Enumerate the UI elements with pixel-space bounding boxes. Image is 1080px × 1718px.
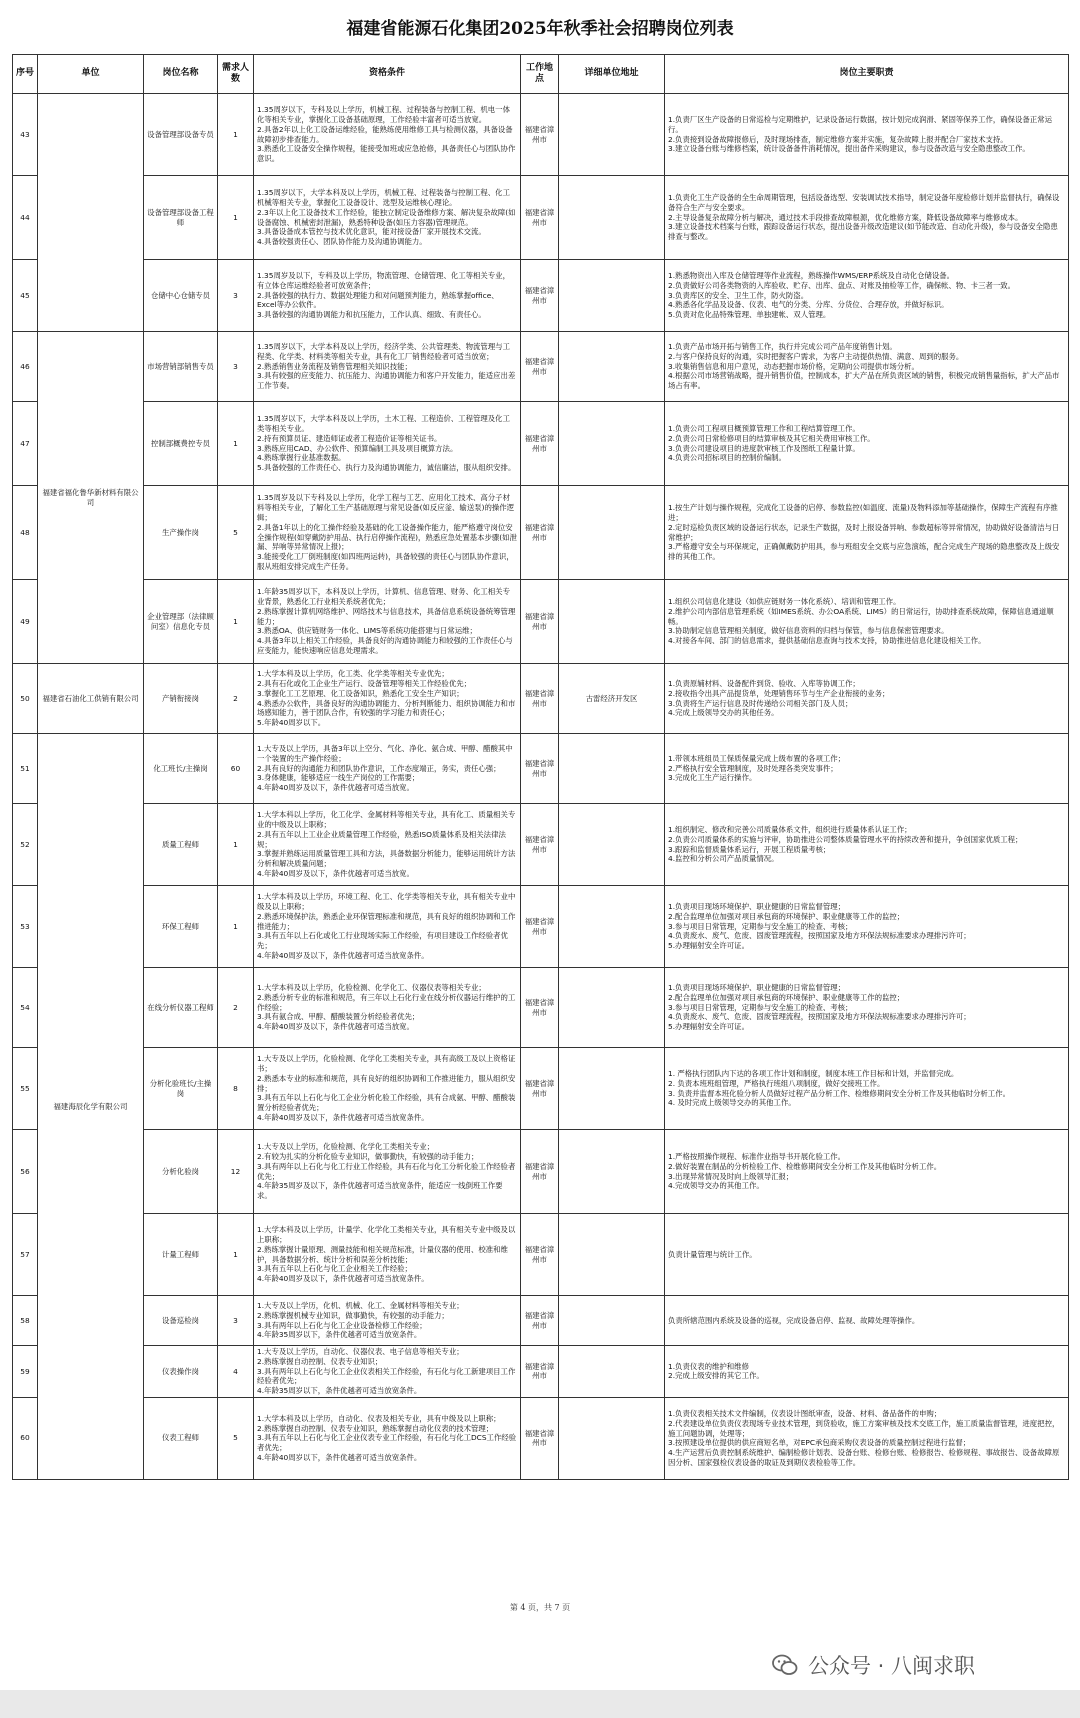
row-number: 58 — [13, 1296, 38, 1346]
duty-cell — [665, 486, 1069, 580]
table-row — [13, 1397, 1069, 1479]
table-row — [13, 94, 1069, 176]
duty-item: 3. 负责并监督本班化验分析人员做好过程产品分析工作、检维修期间安全分析工作及其他临时分析工作。 — [668, 1088, 1010, 1098]
qualification-item: 3.身体健康，能够适应一线生产岗位的工作需要； — [257, 773, 420, 783]
row-number: 43 — [13, 94, 38, 176]
qualification-item: 3.具有两年以上石化与化工行业工作经验，具有石化与化工分析化验工作经验者优先； — [257, 1161, 516, 1181]
table-row — [13, 968, 1069, 1048]
qualification-item: 1.大专及以上学历，自动化、仪器仪表、电子信息等相关专业； — [257, 1347, 464, 1356]
qualification-item: 1.大学本科及以上学历，化工类、化学类等相关专业优先； — [257, 669, 449, 679]
headcount: 1 — [218, 1214, 254, 1296]
duty-item: 1.负责项目现场环境保护、职业健康的日常监督管理； — [668, 983, 846, 993]
qualification-cell — [254, 260, 521, 332]
qualification-item: 2.熟悉本专业的标准和规范，具有良好的组织协调和工作推进能力，服从组织安排； — [257, 1073, 516, 1093]
duty-item: 4.熟悉各化学品及设备、仪表、电气的分类、分库、分货位、合理存放，并做好标识。 — [668, 300, 949, 310]
duty-item: 1.带领本班组员工保质保量完成上级布置的各项工作； — [668, 753, 846, 763]
qualification-item: 4.年龄35周岁以下，条件优越者可适当放宽条件。 — [257, 1330, 422, 1340]
qualification-item: 2.持有预算员证、建造师证或者工程造价证等相关证书。 — [257, 433, 442, 443]
unit-address — [559, 94, 665, 176]
duty-item: 2.配合监理单位加强对项目承包商的环境保护、职业健康等工作的监控； — [668, 992, 905, 1002]
work-location: 福建省漳州市 — [521, 1397, 559, 1479]
row-number: 45 — [13, 260, 38, 332]
qualification-item: 4.年龄40周岁以下，条件优越者可适当放宽条件。 — [257, 1452, 422, 1462]
table-row — [13, 734, 1069, 804]
duty-cell — [665, 260, 1069, 332]
post-name: 仪表操作岗 — [144, 1346, 218, 1398]
table-row — [13, 664, 1069, 734]
qualification-item: 1.大学本科及以上学历，化验检测、化学化工、仪器仪表等相关专业； — [257, 983, 486, 993]
row-number: 51 — [13, 734, 38, 804]
unit-cell: 福建省福化鲁华新材料有限公司 — [38, 332, 144, 664]
duty-item: 3.出现异常情况及时向上级领导汇报； — [668, 1171, 794, 1181]
qualification-item: 3.掌握化工工艺原理、化工设备知识，熟悉化工安全生产知识； — [257, 688, 464, 698]
unit-cell — [38, 94, 144, 332]
headcount: 3 — [218, 260, 254, 332]
qualification-item: 2.具备2年以上化工设备运维经验，能熟练使用维修工具与检测仪器，具备设备故障初步排查能力。 — [257, 124, 513, 144]
duty-cell — [665, 1296, 1069, 1346]
duty-item: 1.负责公司工程项目概预算管理工作和工程结算管理工作。 — [668, 423, 860, 433]
work-location: 福建省漳州市 — [521, 486, 559, 580]
qualification-item: 1.大专及以上学历，化机、机械、化工、金属材料等相关专业； — [257, 1300, 464, 1310]
duty-item: 2.完成上级安排的其它工作。 — [668, 1371, 764, 1381]
duty-item: 3.严格遵守安全与环保规定，正确佩戴防护用具，参与班组安全交底与应急演练，配合完成生产现场的隐患整改及上级安排的其他工作。 — [668, 542, 1060, 562]
post-name: 设备管理部设备专员 — [144, 94, 218, 176]
table-row — [13, 402, 1069, 486]
duty-cell — [665, 886, 1069, 968]
duty-item: 4.对接各车间、部门的信息需求，提供基础信息查询与技术支持，协助推进信息化建设相关工作。 — [668, 636, 986, 646]
duty-item: 1.负责厂区生产设备的日常巡检与定期维护，记录设备运行数据，按计划完成润滑、紧固等保养工作，确保设备正常运行。 — [668, 114, 1052, 134]
table-row — [13, 1296, 1069, 1346]
page-title: 福建省能源石化集团2025年秋季社会招聘岗位列表 — [346, 19, 734, 39]
qualification-item: 4.年龄35周岁及以下，条件优越者可适当放宽条件，能适应一线倒班工作要求。 — [257, 1181, 503, 1201]
qualification-item: 2.具备1年以上的化工操作经验及基础的化工设备操作能力，能严格遵守岗位安全操作规程(如穿戴防护用品、执行启停操作流程)，熟悉应急处置基本步骤(如泄漏、异响等异常情况上报)； — [257, 522, 517, 552]
qualification-item: 3.具有五年以上石化与化工企业仪表专业工作经验，有石化与化工DCS工作经验者优先； — [257, 1433, 517, 1453]
work-location: 福建省漳州市 — [521, 260, 559, 332]
duty-item: 4.负责公司招标项目的控制价编制。 — [668, 453, 786, 463]
work-location: 福建省漳州市 — [521, 1130, 559, 1214]
qualification-item: 3.具有较强的应变能力、抗压能力、沟通协调能力和客户开发能力，能适应出差工作节奏。 — [257, 371, 516, 391]
qualification-item: 3.熟悉化工设备安全操作规程，能接受加班或应急抢修，具备责任心与团队协作意识。 — [257, 144, 516, 164]
duty-item: 5.负责对危化品特殊管理、单独建帐、双人管理。 — [668, 310, 831, 320]
table-row — [13, 1130, 1069, 1214]
duty-item: 3.收集销售信息和用户意见，动态把握市场价格，定期向公司提供市场分析。 — [668, 361, 919, 371]
row-number: 44 — [13, 176, 38, 260]
duty-item: 2.负责公司质量体系的实施与评审，协助推进公司整体质量管理水平的持续改善和提升，争创国家优质工程； — [668, 834, 1023, 844]
duty-cell — [665, 1048, 1069, 1130]
qualification-item: 3.熟悉OA、供应链财务一体化、LIMS等系统功能搭建与日常运维； — [257, 626, 477, 636]
header-cell: 岗位主要职责 — [665, 55, 1069, 94]
qualification-item: 5.年龄40周岁以下。 — [257, 718, 326, 728]
qualification-cell — [254, 734, 521, 804]
duty-item: 4.完成领导交办的其他工作。 — [668, 1181, 764, 1191]
post-name: 仪表工程师 — [144, 1397, 218, 1479]
qualification-item: 1.35周岁以下，大学本科及以上学历，土木工程、工程造价、工程管理及化工类等相关专业。 — [257, 414, 510, 433]
work-location: 福建省漳州市 — [521, 1296, 559, 1346]
qualification-item: 3.具备设备成本管控与技术优化意识，能对接设备厂家开展技术交流。 — [257, 227, 486, 237]
work-location: 福建省漳州市 — [521, 968, 559, 1048]
unit-address — [559, 486, 665, 580]
table-row — [13, 1346, 1069, 1398]
duty-cell — [665, 580, 1069, 664]
duty-item: 3.负责库区的安全、卫生工作，防火防盗。 — [668, 290, 809, 300]
duty-item: 1.熟悉物资出入库及仓储管理等作业流程，熟练操作WMS/ERP系统及自动化仓储设备。 — [668, 271, 955, 281]
duty-item: 2.主导设备复杂故障分析与解决，通过技术手段排查故障根源，优化维修方案，降低设备故障率与维修成本。 — [668, 212, 1023, 222]
duty-item: 2.定时巡检负责区域的设备运行状态，记录生产数据，及时上报设备异响、参数超标等异常情况，协助做好设备清洁与日常维护； — [668, 522, 1060, 542]
qualification-item: 4.年龄40周岁及以下，条件优越者可适当放宽。 — [257, 868, 414, 878]
duty-cell — [665, 734, 1069, 804]
qualification-item: 3.能接受化工厂倒班制度(如四班两运转)，具备较强的责任心与团队协作意识，服从班组安排完成生产任务。 — [257, 552, 514, 571]
headcount: 2 — [218, 664, 254, 734]
qualification-cell — [254, 580, 521, 664]
qualification-cell — [254, 402, 521, 486]
duty-item: 2.接收指令出具产品提货单，处理销售环节与生产企业衔接的业务； — [668, 688, 890, 698]
qualification-item: 4.年龄40周岁及以下，条件优越者可适当放宽条件。 — [257, 1274, 429, 1284]
qualification-item: 1.大专及以上学历，化验检测、化学化工类相关专业，具有高级工及以上资格证书； — [257, 1054, 516, 1074]
unit-address — [559, 1346, 665, 1398]
post-name: 企业管理部（法律顾问室）信息化专员 — [144, 580, 218, 664]
duty-item: 负责计量管理与统计工作。 — [668, 1249, 757, 1259]
duty-item: 1.负责化工生产设备的全生命周期管理，包括设备选型、安装调试技术指导，制定设备年度检修计划并监督执行，确保设备符合生产与安全要求。 — [668, 193, 1060, 212]
qualification-cell — [254, 664, 521, 734]
duty-item: 2.负责做好公司各类物资的入库验收、贮存、出库、盘点、对账及抽检等工作，确保帐、物、卡三者一致。 — [668, 280, 1016, 290]
work-location: 福建省漳州市 — [521, 664, 559, 734]
bottom-bar — [0, 1690, 1080, 1718]
post-name: 计量工程师 — [144, 1214, 218, 1296]
row-number: 60 — [13, 1397, 38, 1479]
duty-cell — [665, 1397, 1069, 1479]
work-location: 福建省漳州市 — [521, 734, 559, 804]
unit-address — [559, 968, 665, 1048]
post-name: 分析化验班长/主操岗 — [144, 1048, 218, 1130]
qualification-item: 2.具备较强的执行力、数据处理能力和对问题预判能力，熟练掌握office、Excel等办公软件。 — [257, 290, 499, 310]
duty-item: 4.生产运营后负责控制系统维护、编制检修计划表、设备台账、检修台账、检修报告、检修规程、事故报告、设备故障原因分析、国家强检仪表设备的取证及到期仪表检验等工作。 — [668, 1448, 1060, 1467]
qualification-item: 2.有较为扎实的分析化验专业知识，做事勤快，有较强的动手能力； — [257, 1151, 479, 1161]
qualification-item: 2.熟练掌握自动控制、仪表专业知识，熟练掌握自动化仪表的技术管理； — [257, 1423, 494, 1433]
qualification-item: 4.年龄35周岁以下，条件优越者可适当放宽条件。 — [257, 1386, 422, 1396]
row-number: 57 — [13, 1214, 38, 1296]
post-name: 设备巡检岗 — [144, 1296, 218, 1346]
unit-cell: 福建海辰化学有限公司 — [38, 734, 144, 1480]
duty-item: 2.维护公司内部信息管理系统（如IMES系统、办公OA系统、LIMS）的日常运行，协助排查系统故障，保障信息通道顺畅。 — [668, 606, 1054, 626]
row-number: 48 — [13, 486, 38, 580]
duty-item: 3.建立设备技术档案与台账，跟踪设备运行状态，提出设备升级改造建议(如节能改造、自动化升级)，参与设备安全隐患排查与整改。 — [668, 222, 1058, 242]
qualification-item: 1.35周岁以下，大学本科及以上学历，经济学类、公共管理类、物流管理与工程类、化学类、材料类等相关专业，具有化工厂销售经验者可适当放宽； — [257, 342, 510, 361]
qualification-item: 3.具有两年以上石化与化工企业仪表相关工作经验，有石化与化工新建项目工作经验者优先； — [257, 1366, 516, 1386]
duty-cell — [665, 664, 1069, 734]
qualification-item: 1.35周岁及以下，专科及以上学历，物流管理、仓储管理、化工等相关专业，有立体仓库运维经验者可放宽条件； — [257, 271, 510, 290]
post-name: 化工班长/主操岗 — [144, 734, 218, 804]
post-name: 设备管理部设备工程师 — [144, 176, 218, 260]
table-row — [13, 260, 1069, 332]
duty-item: 2.负责公司日常检修项目的结算审核及其它相关费用审核工作。 — [668, 433, 875, 443]
unit-address — [559, 260, 665, 332]
row-number: 56 — [13, 1130, 38, 1214]
duty-item: 1.负责项目现场环境保护、职业健康的日常监督管理； — [668, 902, 846, 912]
row-number: 59 — [13, 1346, 38, 1398]
table-header — [13, 55, 1069, 94]
qualification-item: 1.年龄35周岁以下，本科及以上学历，计算机、信息管理、财务、化工相关专业背景，熟悉化工行业相关系统者优先； — [257, 587, 510, 607]
unit-address — [559, 804, 665, 886]
work-location: 福建省漳州市 — [521, 176, 559, 260]
unit-address: 古雷经济开发区 — [559, 664, 665, 734]
work-location: 福建省漳州市 — [521, 886, 559, 968]
unit-address — [559, 1296, 665, 1346]
duty-item: 4.负责废水、废气、危废、固废管理流程，按照国家及地方环保法规标准要求办理排污许可； — [668, 1012, 971, 1022]
headcount: 60 — [218, 734, 254, 804]
qualification-item: 1.大学本科及以上学历，环境工程、化工、化学类等相关专业，具有相关专业中级及以上职称； — [257, 892, 516, 912]
post-name: 环保工程师 — [144, 886, 218, 968]
duty-item: 2.负责接到设备故障报修后，及时现场排查，制定维修方案并实施，复杂故障上报并配合厂家技术支持。 — [668, 134, 1008, 144]
headcount: 5 — [218, 486, 254, 580]
duty-cell — [665, 1130, 1069, 1214]
qualification-cell — [254, 1130, 521, 1214]
unit-address — [559, 886, 665, 968]
qualification-item: 3.掌握并熟练运用质量管理工具和方法，具备数据分析能力，能够运用统计方法分析和解决质量问题； — [257, 849, 516, 869]
post-name: 产销衔接岗 — [144, 664, 218, 734]
unit-address — [559, 580, 665, 664]
duty-item: 2.严格执行安全管理制度，及时处理各类突发事件； — [668, 763, 838, 773]
qualification-item: 2.具有五年以上工业企业质量管理工作经验，熟悉ISO质量体系及相关法律法规； — [257, 829, 506, 849]
row-number: 52 — [13, 804, 38, 886]
duty-item: 1.组织公司信息化建设（如供应链财务一体化系统）、培训和管理工作。 — [668, 597, 901, 607]
headcount: 12 — [218, 1130, 254, 1214]
table-row — [13, 332, 1069, 402]
header-cell: 单位 — [38, 55, 144, 94]
qualification-cell — [254, 804, 521, 886]
duty-item: 3.建立设备台账与维修档案，统计设备备件消耗情况，提出备件采购建议，参与设备改造与安全隐患整改工作。 — [668, 144, 1030, 154]
qualification-item: 3.具有五年以上石化与化工企业相关工作经验； — [257, 1264, 412, 1274]
qualification-item: 2.熟练掌握自动控制、仪表专业知识； — [257, 1356, 383, 1366]
job-table — [12, 54, 1069, 1480]
work-location: 福建省漳州市 — [521, 332, 559, 402]
qualification-item: 4.熟练掌握行业基准数据。 — [257, 453, 346, 463]
duty-item: 3.负责将生产运行信息及时传递给公司相关部门及人员； — [668, 698, 853, 708]
row-number: 55 — [13, 1048, 38, 1130]
duty-item: 3.完成化工生产运行操作。 — [668, 773, 757, 783]
header-cell: 详细单位地址 — [559, 55, 665, 94]
headcount: 1 — [218, 176, 254, 260]
header-cell: 岗位名称 — [144, 55, 218, 94]
duty-item: 1.负责原辅材料、设备配件到货、验收、入库等协调工作； — [668, 678, 860, 688]
post-name: 仓储中心仓储专员 — [144, 260, 218, 332]
table-row — [13, 804, 1069, 886]
work-location: 福建省漳州市 — [521, 1346, 559, 1398]
qualification-item: 2.具有良好的沟通能力和团队协作意识，工作态度端正，务实，责任心强； — [257, 763, 501, 773]
qualification-item: 2.熟悉环境保护法，熟悉企业环保管理标准和规范，具有良好的组织协调和工作推进能力； — [257, 911, 516, 931]
qualification-item: 4.具备较强责任心、团队协作能力及沟通协调能力。 — [257, 237, 427, 247]
qualification-item: 3.具有两年以上石化与化工企业设备检修工作经验； — [257, 1320, 427, 1330]
headcount: 4 — [218, 1346, 254, 1398]
duty-item: 4. 及时完成上级领导交办的其他工作。 — [668, 1098, 796, 1108]
qualification-item: 1.大学本科以上学历，化工化学、金属材料等相关专业，具有化工、质量相关专业的中级及以上职称； — [257, 810, 516, 830]
row-number: 53 — [13, 886, 38, 968]
work-location: 福建省漳州市 — [521, 804, 559, 886]
qualification-item: 2.3年以上化工设备技术工作经验，能独立制定设备维修方案、解决复杂故障(如设备腐蚀、机械密封泄漏)，熟悉特种设备(如压力容器)管理规范。 — [257, 207, 516, 227]
headcount: 8 — [218, 1048, 254, 1130]
duty-item: 1.负责产品市场开拓与销售工作，执行并完成公司产品年度销售计划。 — [668, 342, 897, 352]
headcount: 5 — [218, 1397, 254, 1479]
duty-item: 1.负责仪表的维护和维修 — [668, 1361, 749, 1371]
qualification-item: 3.具有氨合成、甲醇、醋酸装置分析经验者优先； — [257, 1012, 420, 1022]
wechat-icon — [772, 1653, 798, 1677]
duty-item: 1. 严格执行团队内下达的各项工作计划和制度，制度本班工作目标和计划，并监督完成。 — [668, 1068, 959, 1078]
qualification-item: 3.具备较强的沟通协调能力和抗压能力，工作认真、细致、有责任心。 — [257, 310, 486, 320]
headcount: 1 — [218, 580, 254, 664]
header-cell: 需求人数 — [218, 55, 254, 94]
post-name: 在线分析仪器工程师 — [144, 968, 218, 1048]
duty-item: 4.监控和分析公司产品质量情况。 — [668, 854, 779, 864]
table-row — [13, 886, 1069, 968]
row-number: 47 — [13, 402, 38, 486]
headcount: 3 — [218, 332, 254, 402]
qualification-cell — [254, 94, 521, 176]
duty-cell — [665, 402, 1069, 486]
work-location: 福建省漳州市 — [521, 1214, 559, 1296]
unit-address — [559, 1048, 665, 1130]
duty-item: 5.办理辐射安全许可证。 — [668, 941, 749, 951]
table-row — [13, 486, 1069, 580]
duty-item: 3.参与项目日常管理，定期参与安全施工的检查、考核； — [668, 1002, 853, 1012]
qualification-cell — [254, 486, 521, 580]
header-cell: 序号 — [13, 55, 38, 94]
qualification-cell — [254, 1346, 521, 1398]
duty-item: 2.与客户保持良好的沟通，实时把握客户需求，为客户主动提供热情、满意、周到的服务。 — [668, 351, 964, 361]
duty-cell — [665, 1346, 1069, 1398]
post-name: 控制部概费控专员 — [144, 402, 218, 486]
duty-item: 2. 负责本班班组管理，严格执行班组八项制度，做好交接班工作。 — [668, 1078, 885, 1088]
post-name: 市场营销部销售专员 — [144, 332, 218, 402]
duty-item: 2.做好装置在制品的分析检验工作、检维修期间安全分析工作及其他临时分析工作。 — [668, 1161, 942, 1171]
qualification-item: 2.具有石化或化工企业生产运行、设备管理等相关工作经验优先； — [257, 678, 471, 688]
duty-cell — [665, 176, 1069, 260]
duty-cell — [665, 804, 1069, 886]
qualification-cell — [254, 968, 521, 1048]
unit-address — [559, 332, 665, 402]
qualification-item: 4.熟悉办公软件，具备良好的沟通协调能力、分析判断能力、组织协调能力和市场感知能力，善于团队合作，有较强的学习能力和责任心； — [257, 698, 516, 718]
header-cell: 工作地点 — [521, 55, 559, 94]
unit-cell: 福建省石油化工供销有限公司 — [38, 664, 144, 734]
qualification-item: 1.35周岁以下，大学本科及以上学历，机械工程、过程装备与控制工程、化工机械等相关专业，掌握化工设备设计、选型及运维核心理论。 — [257, 188, 510, 207]
qualification-item: 1.大学本科及以上学历，计量学、化学化工类相关专业，具有相关专业中级及以上职称； — [257, 1225, 516, 1244]
qualification-cell — [254, 332, 521, 402]
qualification-cell — [254, 1397, 521, 1479]
table-row — [13, 1048, 1069, 1130]
qualification-item: 3.熟练应用CAD、办公软件、预算编制工具及项目概算方法。 — [257, 443, 458, 453]
unit-address — [559, 734, 665, 804]
qualification-item: 1.35周岁以下，专科及以上学历，机械工程、过程装备与控制工程、机电一体化等相关专业，掌握化工设备基础原理，工作经验丰富者可适当放宽。 — [257, 105, 510, 124]
duty-item: 3.参与项目日常管理，定期参与安全施工的检查、考核； — [668, 921, 853, 931]
headcount: 1 — [218, 402, 254, 486]
qualification-item: 3.具有五年以上石化或化工行业现场实际工作经验，有项目建设工作经验者优先； — [257, 931, 508, 951]
qualification-item: 4.年龄40周岁及以下，条件优越者可适当放宽条件。 — [257, 950, 429, 960]
duty-cell — [665, 94, 1069, 176]
post-name: 生产操作岗 — [144, 486, 218, 580]
work-location: 福建省漳州市 — [521, 1048, 559, 1130]
qualification-cell — [254, 1214, 521, 1296]
post-name: 质量工程师 — [144, 804, 218, 886]
table-row — [13, 176, 1069, 260]
unit-address — [559, 1130, 665, 1214]
duty-item: 4.完成上级领导交办的其他任务。 — [668, 708, 779, 718]
duty-cell — [665, 968, 1069, 1048]
qualification-item: 2.熟练掌握计算机网络维护、网络技术与信息技术，具备信息系统设备统筹管理能力； — [257, 606, 516, 626]
duty-item: 4.负责废水、废气、危废、固废管理流程，按照国家及地方环保法规标准要求办理排污许可； — [668, 931, 971, 941]
headcount: 2 — [218, 968, 254, 1048]
qualification-item: 4.具备3年以上相关工作经验，具备良好的沟通协调能力和较强的工作责任心与应变能力，能快速响应信息处理需求。 — [257, 636, 513, 655]
duty-cell — [665, 332, 1069, 402]
qualification-item: 3.具有五年以上石化与化工企业分析化验工作经验，具有合成氨、甲醇、醋酸装置分析经验者优先； — [257, 1093, 516, 1113]
duty-item: 3.跟踪和监督质量体系运行，开展工程质量考核； — [668, 844, 831, 854]
page-number: 第 4 页，共 7 页 — [509, 1603, 571, 1612]
qualification-item: 1.35周岁及以下专科及以上学历，化学工程与工艺、应用化工技术、高分子材料等相关专业，了解化工生产基础原理与常见设备(如反应釜、输送泵)的操作逻辑； — [257, 493, 515, 522]
table-row — [13, 1214, 1069, 1296]
post-name: 分析化验岗 — [144, 1130, 218, 1214]
unit-address — [559, 402, 665, 486]
qualification-item: 4.年龄40周岁及以下，条件优越者可适当放宽。 — [257, 1022, 414, 1032]
unit-address — [559, 1214, 665, 1296]
watermark-text: 公众号 · 八闽求职 — [808, 1654, 976, 1678]
qualification-item: 1.大专及以上学历，化验检测、化学化工类相关专业； — [257, 1142, 435, 1152]
duty-cell — [665, 1214, 1069, 1296]
row-number: 49 — [13, 580, 38, 664]
duty-item: 1.负责仪表相关技术文件编制，仪表设计图纸审查，设备、材料、备品备件的申购； — [668, 1409, 942, 1419]
duty-item: 1.严格按照操作规程、标准作业指导书开展化验工作。 — [668, 1151, 846, 1161]
unit-address — [559, 176, 665, 260]
work-location: 福建省漳州市 — [521, 580, 559, 664]
qualification-item: 1.大专及以上学历，具备3年以上空分、气化、净化、氨合成、甲醇、醋酸其中一个装置的生产操作经验； — [257, 744, 513, 763]
duty-item: 2.配合监理单位加强对项目承包商的环境保护、职业健康等工作的监控； — [668, 911, 905, 921]
row-number: 46 — [13, 332, 38, 402]
qualification-item: 2.熟悉分析专业的标准和规范，有三年以上石化行业在线分析仪器运行维护的工作经验； — [257, 992, 516, 1012]
headcount: 1 — [218, 94, 254, 176]
work-location: 福建省漳州市 — [521, 94, 559, 176]
duty-item: 3.负责公司建设项目的进度款审核工作及图纸工程量计算。 — [668, 443, 860, 453]
duty-item: 1.组织制定、修改和完善公司质量体系文件，组织进行质量体系认证工作； — [668, 824, 912, 834]
qualification-item: 2.熟悉销售业务流程及销售管理相关知识技能； — [257, 361, 412, 371]
qualification-item: 1.大学本科及以上学历，自动化、仪表及相关专业，具有中级及以上职称； — [257, 1413, 501, 1423]
unit-address — [559, 1397, 665, 1479]
duty-item: 2.代表建设单位负责仪表现场专业技术管理，到货验收，施工方案审核及技术交底工作，施工质量监督管理，进度把控，施工问题协调，处理等； — [668, 1418, 1060, 1438]
duty-item: 4.根据公司市场营销战略，提升销售价值，控制成本，扩大产品在所负责区域的销售，积极完成销售量指标，扩大产品市场占有率。 — [668, 371, 1060, 391]
headcount: 3 — [218, 1296, 254, 1346]
qualification-item: 2.熟练掌握计量原理、测量技能和相关规范标准，计量仪器的使用、校准和维护，具备数据分析、统计分析和误差分析技能； — [257, 1244, 508, 1264]
qualification-cell — [254, 1296, 521, 1346]
work-location: 福建省漳州市 — [521, 402, 559, 486]
headcount: 1 — [218, 804, 254, 886]
duty-item: 5.办理辐射安全许可证。 — [668, 1022, 749, 1032]
watermark — [772, 1650, 975, 1680]
duty-item: 负责所辖范围内系统及设备的巡视，完成设备启停、监视、故障处理等操作。 — [668, 1315, 920, 1325]
duty-item: 3.协助制定信息管理相关制度，做好信息资料的归档与保管，参与信息保密管理要求。 — [668, 626, 949, 636]
qualification-item: 5.具备较强的工作责任心、执行力及沟通协调能力，诚信廉洁，服从组织安排。 — [257, 463, 516, 473]
qualification-item: 2.熟练掌握机械专业知识，做事勤快，有较强的动手能力； — [257, 1310, 449, 1320]
qualification-cell — [254, 176, 521, 260]
qualification-cell — [254, 1048, 521, 1130]
qualification-item: 4.年龄40周岁及以下，条件优越者可适当放宽条件。 — [257, 1112, 429, 1122]
row-number: 54 — [13, 968, 38, 1048]
duty-item: 3.按照建设单位提供的供应商短名单，对EPC承包商采购仪表设备的质量控制过程进行监督； — [668, 1438, 971, 1448]
header-cell: 资格条件 — [254, 55, 521, 94]
duty-item: 1.按生产计划与操作规程，完成化工设备的启停、参数监控(如温度、流量)及物料添加等基础操作，保障生产流程有序推进； — [668, 503, 1058, 522]
qualification-cell — [254, 886, 521, 968]
headcount: 1 — [218, 886, 254, 968]
qualification-item: 4.年龄40周岁及以下，条件优越者可适当放宽。 — [257, 783, 414, 793]
table-row — [13, 580, 1069, 664]
row-number: 50 — [13, 664, 38, 734]
